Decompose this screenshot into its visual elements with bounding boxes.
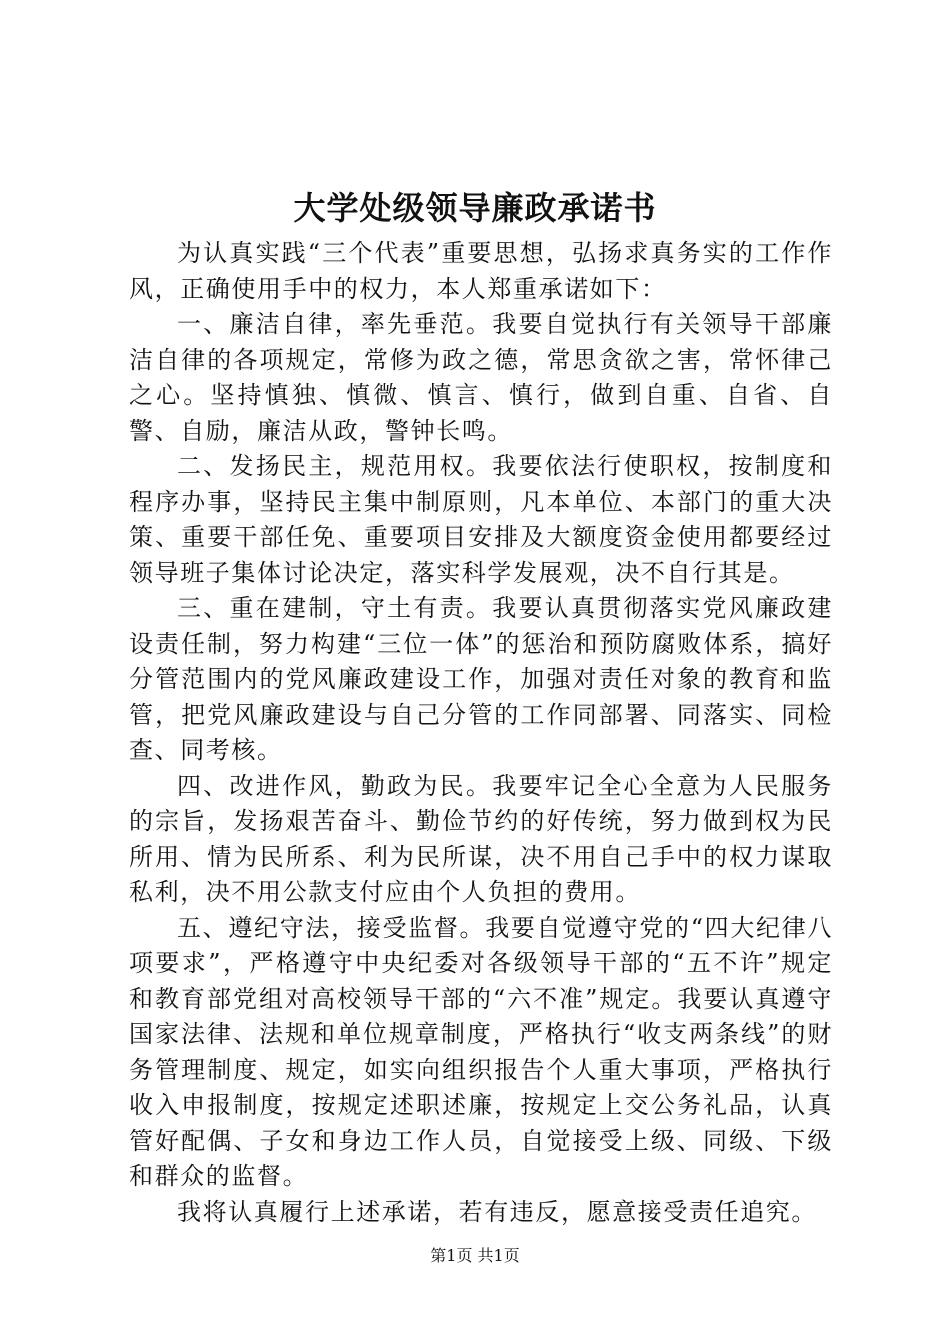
paragraph-law-supervision: 五、遵纪守法，接受监督。我要自觉遵守党的“四大纪律八项要求”，严格遵守中央纪委对各级领导干部的“五不许”规定和教育部党组对高校领导干部的“六不准”规定。我要认真遵守国家法律、法规和单位规章制度，严格执行“收支两条线”的财务管理制度、规定，如实向组织报告个人重大事项，严格执行收入申报制度，按规定述职述廉，按规定上交公务礼品，认真管好配偶、子女和身边工作人员，自觉接受上级、同级、下级和群众的监督。 bbox=[129, 913, 833, 1190]
page-number-footer: 第1页 共1页 bbox=[430, 1246, 520, 1265]
paragraph-work-style: 四、改进作风，勤政为民。我要牢记全心全意为人民服务的宗旨，发扬艰苦奋斗、勤俭节约的好传统，努力做到权为民所用、情为民所系、利为民所谋，决不用自己手中的权力谋取私利，决不用公款支付应由个人负担的费用。 bbox=[129, 771, 833, 906]
paragraph-clean-self-discipline: 一、廉洁自律，率先垂范。我要自觉执行有关领导干部廉洁自律的各项规定，常修为政之德，常思贪欲之害，常怀律己之心。坚持慎独、慎微、慎言、慎行，做到自重、自省、自警、自励，廉洁从政，警钟长鸣。 bbox=[129, 310, 833, 445]
paragraph-closing-pledge: 我将认真履行上述承诺，若有违反，愿意接受责任追究。 bbox=[177, 1197, 817, 1226]
paragraph-system-building: 三、重在建制，守土有责。我要认真贯彻落实党风廉政建设责任制，努力构建“三位一体”的惩治和预防腐败体系，搞好分管范围内的党风廉政建设工作，加强对责任对象的教育和监管，把党风廉政建设与自己分管的工作同部署、同落实、同检查、同考核。 bbox=[129, 594, 833, 764]
document-body bbox=[129, 236, 833, 1230]
document-title: 大学处级领导廉政承诺书 bbox=[293, 189, 657, 227]
paragraph-democratic-power: 二、发扬民主，规范用权。我要依法行使职权，按制度和程序办事，坚持民主集中制原则，凡本单位、本部门的重大决策、重要干部任免、重要项目安排及大额度资金使用都要经过领导班子集体讨论决定，落实科学发展观，决不自行其是。 bbox=[129, 452, 833, 587]
paragraph-intro: 为认真实践“三个代表”重要思想，弘扬求真务实的工作作风，正确使用手中的权力，本人郑重承诺如下： bbox=[129, 239, 833, 303]
